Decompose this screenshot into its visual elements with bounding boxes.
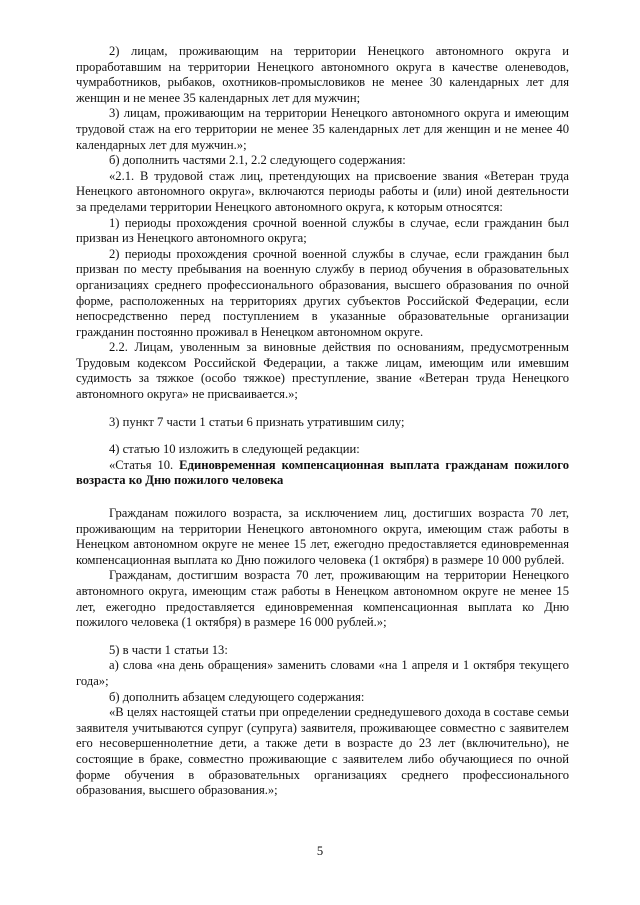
paragraph-item-5-b: б) дополнить абзацем следующего содержания: [109, 689, 365, 704]
document-body [76, 44, 569, 799]
paragraph-payment-over-70: Гражданам, достигшим возраста 70 лет, проживающим на территории Ненецкого автономного округа, имеющим стаж работы в Ненецком автономном округе не менее 15 лет, ежегодно предоставляется единовременная компенсационная выплата ко Дню пожилого человека (1 октября) в размере 16 000 рублей.»; [76, 568, 569, 630]
paragraph-amendment-b: б) дополнить частями 2.1, 2.2 следующего содержания: [109, 153, 406, 168]
paragraph-period-2: 2) периоды прохождения срочной военной службы в случае, если гражданин был призван по месту пребывания на военную службу в период обучения в образовательных организациях среднего профессионального образования, высшего образования по очной форме, расположенных на территориях других субъектов Российской Федерации, если непосредственно перед поступлением в указанные образовательные организации гражданин постоянно проживал в Ненецком автономном округе. [76, 246, 569, 339]
paragraph-item-5: 5) в части 1 статьи 13: [109, 642, 228, 657]
paragraph-part-2-2: 2.2. Лицам, уволенным за виновные действия по основаниям, предусмотренным Трудовым кодексом Российской Федерации, а также лицам, имеющим или имевшим судимость за тяжкое (особо тяжкое) преступление, звание «Ветеран труда Ненецкого автономного округа» не присваивается.»; [76, 340, 569, 402]
paragraph-item-4: 4) статью 10 изложить в следующей редакции: [109, 442, 360, 457]
paragraph-income-rule: «В целях настоящей статьи при определении среднедушевого дохода в составе семьи заявителя учитываются супруг (супруга) заявителя, проживающее совместно с заявителем его несовершеннолетние дети, а также дети в возрасте до 23 лет (включительно), не состоящие в браке, совместно проживающие с заявителем либо обучающиеся по очной форме обучения в образовательных организациях среднего профессионального образования, высшего образования.»; [76, 705, 569, 798]
paragraph-item-5-a: а) слова «на день обращения» заменить словами «на 1 апреля и 1 октября текущего года»; [76, 658, 569, 688]
article-heading-title: Единовременная компенсационная выплата гражданам пожилого возраста ко Дню пожилого человека [76, 457, 569, 488]
paragraph-item-3: 3) лицам, проживающим на территории Ненецкого автономного округа и имеющим трудовой стаж на его территории не менее 35 календарных лет для женщин и не менее 40 календарных лет для мужчин.»; [76, 106, 569, 152]
paragraph-item-3-repeal: 3) пункт 7 части 1 статьи 6 признать утратившим силу; [109, 414, 405, 429]
paragraph-part-2-1: «2.1. В трудовой стаж лиц, претендующих на присвоение звания «Ветеран труда Ненецкого автономного округа», включаются периоды работы и (или) иной деятельности за пределами территории Ненецкого автономного округа, к которым относятся: [76, 168, 569, 214]
paragraph-period-1: 1) периоды прохождения срочной военной службы в случае, если гражданин был призван из Ненецкого автономного округа; [76, 215, 569, 246]
page-number: 5 [316, 844, 324, 858]
article-heading-prefix: «Статья 10. [109, 457, 180, 472]
paragraph-payment-under-70: Гражданам пожилого возраста, за исключением лиц, достигших возраста 70 лет, проживающим на территории Ненецкого автономного округа, имеющим стаж работы в Ненецком автономном округе не менее 15 лет, ежегодно предоставляется единовременная компенсационная выплата ко Дню пожилого человека (1 октября) в размере 10 000 рублей. [76, 506, 569, 567]
paragraph-item-2: 2) лицам, проживающим на территории Ненецкого автономного округа и проработавшим на территории Ненецкого автономного округа в качестве оленеводов, чумработников, рыбаков, охотников-промысловиков не менее 30 календарных лет для женщин и не менее 35 календарных лет для мужчин; [76, 44, 569, 105]
article-heading [76, 458, 569, 489]
